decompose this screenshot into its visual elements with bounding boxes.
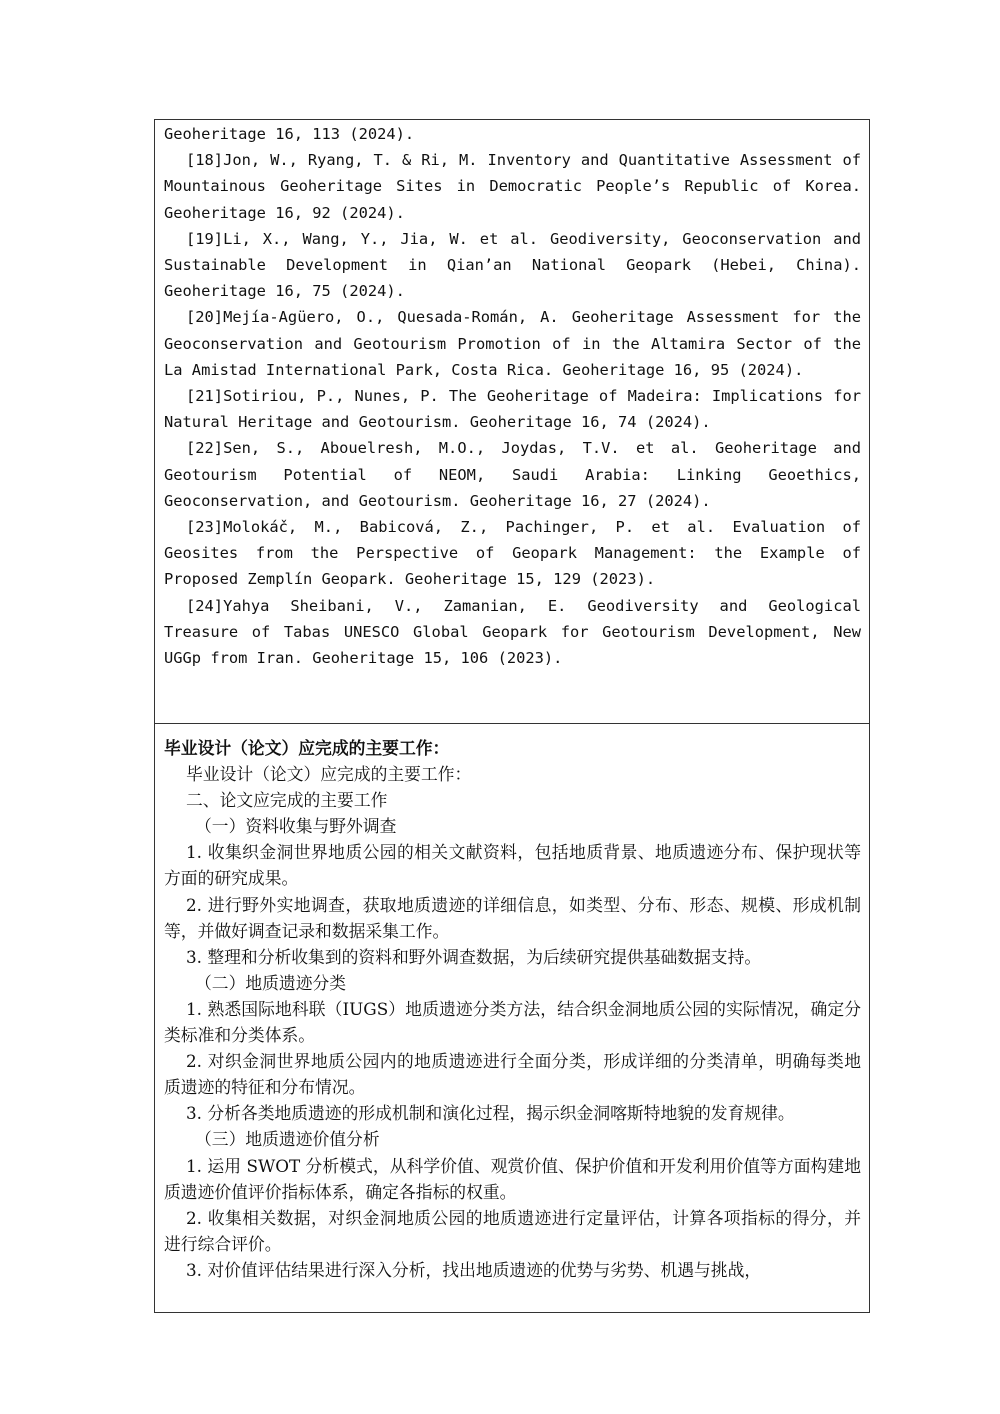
work-item: 2. 进行野外实地调查，获取地质遗迹的详细信息，如类型、分布、形态、规模、形成机制等，并做好调查记录和数据采集工作。 <box>164 894 861 941</box>
main-work-section <box>164 735 861 1283</box>
reference-item: [18]Jon, W., Ryang, T. & Ri, M. Inventory and Quantitative Assessment of Mountainous Geoheritage Sites in Democratic People’s Republic of Korea. Geoheritage 16, 92 (2024). <box>164 151 861 222</box>
work-item: 2. 对织金洞世界地质公园内的地质遗迹进行全面分类，形成详细的分类清单，明确每类地质遗迹的特征和分布情况。 <box>164 1051 861 1098</box>
reference-item: [24]Yahya Sheibani, V., Zamanian, E. Geodiversity and Geological Treasure of Tabas UNESCO Global Geopark for Geotourism Development, New UGGp from Iran. Geoheritage 15, 106 (2023). <box>164 596 861 668</box>
work-item: 2. 收集相关数据，对织金洞地质公园的地质遗迹进行定量评估，计算各项指标的得分，并进行综合评价。 <box>164 1207 861 1254</box>
references-section <box>164 121 861 671</box>
work-item: 1. 收集织金洞世界地质公园的相关文献资料，包括地质背景、地质遗迹分布、保护现状等方面的研究成果。 <box>164 842 861 889</box>
section-subheading: 毕业设计（论文）应完成的主要工作： <box>186 764 472 785</box>
reference-item: [20]Mejía-Agüero, O., Quesada-Román, A. Geoheritage Assessment for the Geoconservation and Geotourism Promotion of in the Altamira Sector of the La Amistad International Park, Costa Rica. Geoheritage 16, 95 (2024). <box>164 308 861 379</box>
section-title: 二、论文应完成的主要工作 <box>186 790 388 811</box>
reference-continuation: Geoheritage 16, 113 (2024). <box>164 125 415 143</box>
task-table <box>154 119 870 1313</box>
work-item: 3. 整理和分析收集到的资料和野外调查数据，为后续研究提供基础数据支持。 <box>186 946 762 967</box>
reference-item: [21]Sotiriou, P., Nunes, P. The Geoheritage of Madeira: Implications for Natural Heritage and Geotourism. Geoheritage 16, 74 (2024). <box>164 387 861 432</box>
part-title: （一）资料收集与野外调查 <box>195 816 397 837</box>
part-title: （三）地质遗迹价值分析 <box>195 1129 380 1150</box>
work-item: 3. 分析各类地质遗迹的形成机制和演化过程，揭示织金洞喀斯特地貌的发育规律。 <box>186 1103 795 1124</box>
work-item: 1. 熟悉国际地科联（IUGS）地质遗迹分类方法，结合织金洞地质公园的实际情况，确定分类标准和分类体系。 <box>164 998 861 1046</box>
work-item: 3. 对价值评估结果进行深入分析，找出地质遗迹的优势与劣势、机遇与挑战， <box>186 1259 762 1280</box>
part-title: （二）地质遗迹分类 <box>195 972 347 993</box>
reference-item: [19]Li, X., Wang, Y., Jia, W. et al. Geodiversity, Geoconservation and Sustainable Development in Qian’an National Geopark (Hebei, China). Geoheritage 16, 75 (2024). <box>164 229 861 301</box>
work-item: 1. 运用 SWOT 分析模式，从科学价值、观赏价值、保护价值和开发利用价值等方面构建地质遗迹价值评价指标体系，确定各指标的权重。 <box>164 1155 861 1202</box>
section-heading: 毕业设计（论文）应完成的主要工作： <box>164 738 450 758</box>
reference-item: [23]Molokáč, M., Babicová, Z., Pachinger, P. et al. Evaluation of Geosites from the Perspective of Geopark Management: the Example of Proposed Zemplín Geopark. Geoheritage 15, 129 (2023). <box>164 518 861 589</box>
reference-item: [22]Sen, S., Abouelresh, M.O., Joydas, T.V. et al. Geoheritage and Geotourism Potential of NEOM, Saudi Arabia: Linking Geoethics, Geoconservation, and Geotourism. Geoheritage 16, 27 (2024). <box>164 439 861 510</box>
cell-divider <box>155 723 869 724</box>
